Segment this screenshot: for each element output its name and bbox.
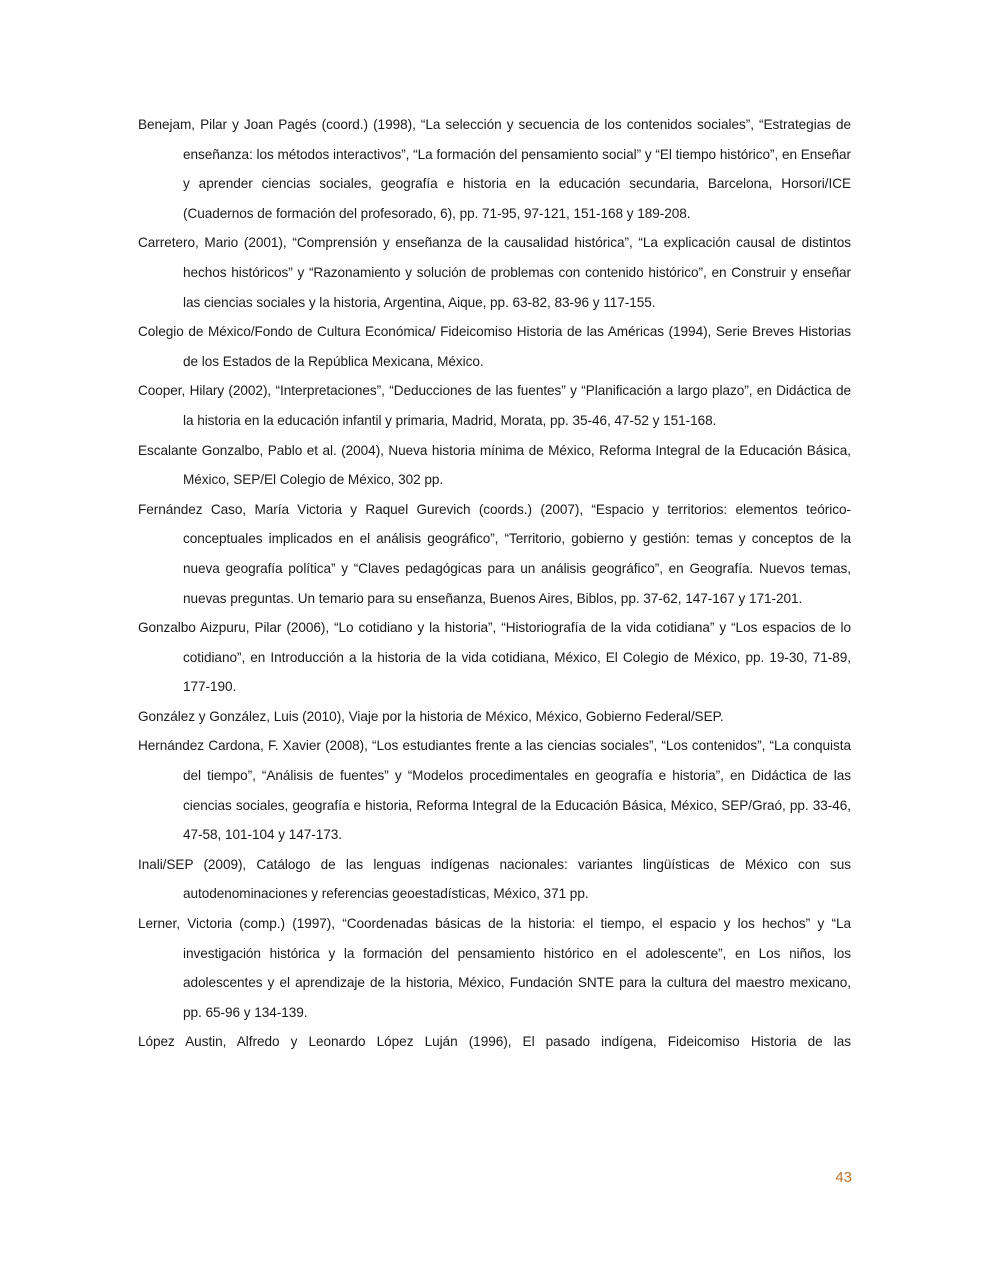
reference-entry-gonzalbo: Gonzalbo Aizpuru, Pilar (2006), “Lo cotidiano y la historia”, “Historiografía de la vida cotidiana” y “Los espacios de lo cotidiano”, en Introducción a la historia de la vida cotidiana, México, El Colegio de México, pp. 19-30, 71-89, 177-190. xyxy=(138,620,851,695)
reference-entry-lopez-austin: López Austin, Alfredo y Leonardo López Luján (1996), El pasado indígena, Fideicomiso Historia de las xyxy=(138,1034,851,1050)
reference-entry-benejam: Benejam, Pilar y Joan Pagés (coord.) (1998), “La selección y secuencia de los contenidos sociales”, “Estrategias de enseñanza: los métodos interactivos”, “La formación del pensamiento social” y “El tiempo histórico”, en Enseñar y aprender ciencias sociales, geografía e historia en la educación secundaria, Barcelona, Horsori/ICE (Cuadernos de formación del profesorado, 6), pp. 71-95, 97-121, 151-168 y 189-208. xyxy=(138,117,851,221)
reference-entry-gonzalez: González y González, Luis (2010), Viaje por la historia de México, México, Gobierno Federal/SEP. xyxy=(138,708,724,724)
reference-entry-carretero: Carretero, Mario (2001), “Comprensión y enseñanza de la causalidad histórica”, “La explicación causal de distintos hechos históricos” y “Razonamiento y solución de problemas con contenido histórico”, en Construir y enseñar las ciencias sociales y la historia, Argentina, Aique, pp. 63-82, 83-96 y 117-155. xyxy=(138,235,851,310)
reference-entry-fernandez-caso: Fernández Caso, María Victoria y Raquel Gurevich (coords.) (2007), “Espacio y territorios: elementos teórico-conceptuales implicados en el análisis geográfico”, “Territorio, gobierno y gestión: temas y conceptos de la nueva geografía política” y “Claves pedagógicas para un análisis geográfico”, en Geografía. Nuevos temas, nuevas preguntas. Un temario para su enseñanza, Buenos Aires, Biblos, pp. 37-62, 147-167 y 171-201. xyxy=(138,501,851,606)
reference-entry-hernandez: Hernández Cardona, F. Xavier (2008), “Los estudiantes frente a las ciencias sociales”, “Los contenidos”, “La conquista del tiempo”, “Análisis de fuentes” y “Modelos procedimentales en geografía e historia”, en Didáctica de las ciencias sociales, geografía e historia, Reforma Integral de la Educación Básica, México, SEP/Graó, pp. 33-46, 47-58, 101-104 y 147-173. xyxy=(138,738,851,843)
reference-entry-cooper: Cooper, Hilary (2002), “Interpretaciones”, “Deducciones de las fuentes” y “Planificación a largo plazo”, en Didáctica de la historia en la educación infantil y primaria, Madrid, Morata, pp. 35-46, 47-52 y 151-168. xyxy=(138,383,851,428)
reference-entry-lerner: Lerner, Victoria (comp.) (1997), “Coordenadas básicas de la historia: el tiempo, el espacio y los hechos” y “La investigación histórica y la formación del pensamiento histórico en el adolescente”, en Los niños, los adolescentes y el aprendizaje de la historia, México, Fundación SNTE para la cultura del maestro mexicano, pp. 65-96 y 134-139. xyxy=(138,916,851,1020)
page-number: 43 xyxy=(835,1169,852,1186)
reference-entry-colegio-de-mexico: Colegio de México/Fondo de Cultura Económica/ Fideicomiso Historia de las Américas (1994), Serie Breves Historias de los Estados de la República Mexicana, México. xyxy=(138,324,851,369)
reference-entry-escalante: Escalante Gonzalbo, Pablo et al. (2004), Nueva historia mínima de México, Reforma Integral de la Educación Básica, México, SEP/El Colegio de México, 302 pp. xyxy=(138,442,851,488)
reference-list xyxy=(138,110,851,1057)
reference-entry-inali: Inali/SEP (2009), Catálogo de las lenguas indígenas nacionales: variantes lingüísticas de México con sus autodenominaciones y referencias geoestadísticas, México, 371 pp. xyxy=(138,856,851,902)
